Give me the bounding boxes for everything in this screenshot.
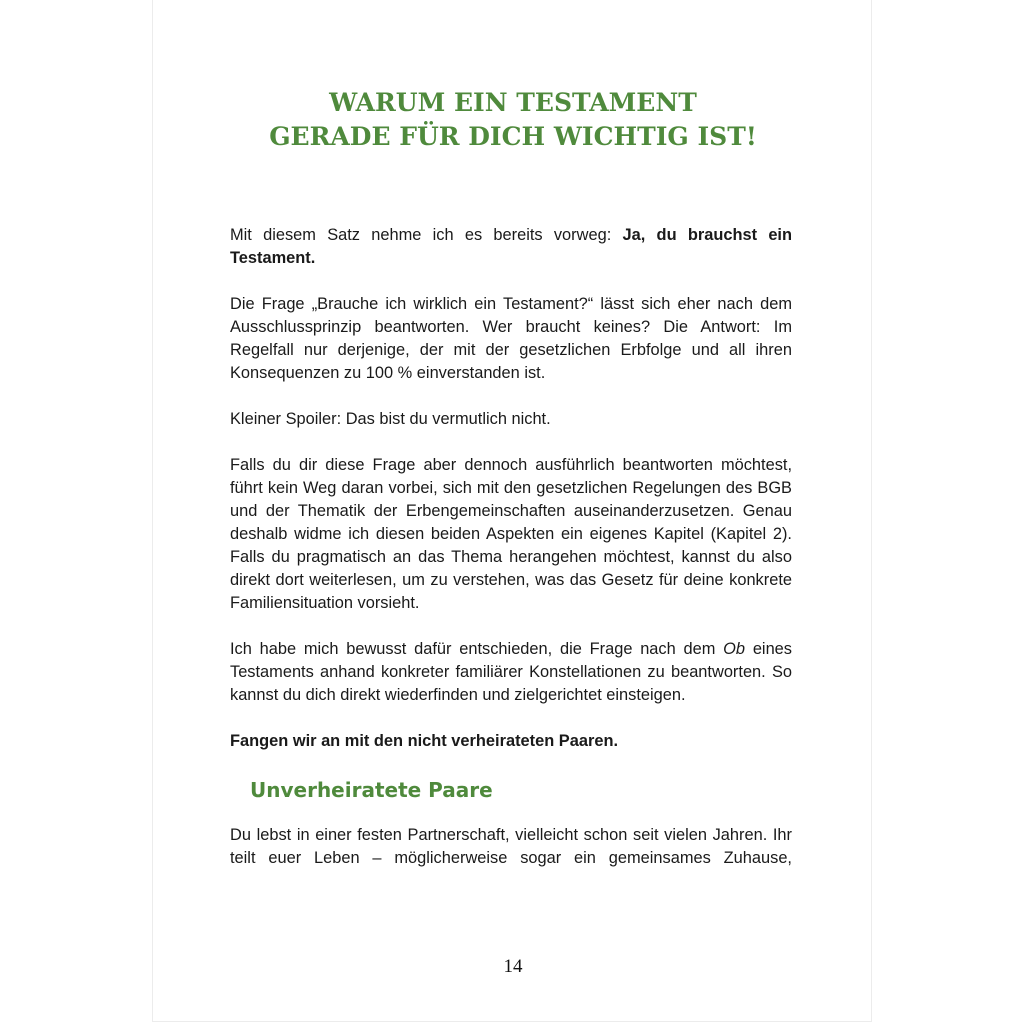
paragraph-bold-text: Ja, du brauchst ein Testament. <box>230 226 792 267</box>
paragraph-italic-text: Ob <box>723 640 746 658</box>
page-number: 14 <box>503 956 523 977</box>
body-text <box>230 224 792 893</box>
paragraph: Du lebst in einer festen Partnerschaft, vielleicht schon seit vielen Jahren. Ihr teilt euer Leben – möglicherweise sogar ein gemeinsames Zuhause, <box>230 826 792 867</box>
chapter-title-line-2: GERADE FÜR DICH WICHTIG IST! <box>269 122 757 151</box>
paragraph-text: eines Testaments anhand konkreter familiärer Konstellationen zu beantworten. So kannst du dich direkt wiederfinden und zielgerichtet einsteigen. <box>230 640 792 704</box>
section-heading: Unverheiratete Paare <box>250 778 493 802</box>
paragraph-bold-text: Fangen wir an mit den nicht verheirateten Paaren. <box>230 732 619 750</box>
paragraph <box>230 730 792 753</box>
paragraph <box>230 638 792 707</box>
paragraph: Kleiner Spoiler: Das bist du vermutlich nicht. <box>230 410 551 428</box>
paragraph: Falls du dir diese Frage aber dennoch ausführlich beantworten möchtest, führt kein Weg daran vorbei, sich mit den gesetzlichen Regelungen des BGB und der Thematik der Erbengemeinschaften auseinanderzusetzen. Genau deshalb widme ich diesen beiden Aspekten ein eigenes Kapitel (Kapitel 2). Falls du pragmatisch an das Thema herangehen möchtest, kannst du also direkt dort weiterlesen, um zu verstehen, was das Gesetz für deine konkrete Familiensituation vorsieht. <box>230 456 792 612</box>
paragraph-text: Mit diesem Satz nehme ich es bereits vorweg: <box>230 226 623 244</box>
chapter-title <box>153 86 873 154</box>
paragraph-text: Ich habe mich bewusst dafür entschieden, die Frage nach dem <box>230 640 724 658</box>
paragraph: Die Frage „Brauche ich wirklich ein Testament?“ lässt sich eher nach dem Ausschlussprinzip beantworten. Wer braucht keines? Die Antwort: Im Regelfall nur derjenige, der mit der gesetzlichen Erbfolge und all ihren Konsequenzen zu 100 % einverstanden ist. <box>230 295 792 382</box>
book-page <box>152 0 872 1022</box>
paragraph <box>230 224 792 270</box>
chapter-title-line-1: WARUM EIN TESTAMENT <box>329 88 697 117</box>
